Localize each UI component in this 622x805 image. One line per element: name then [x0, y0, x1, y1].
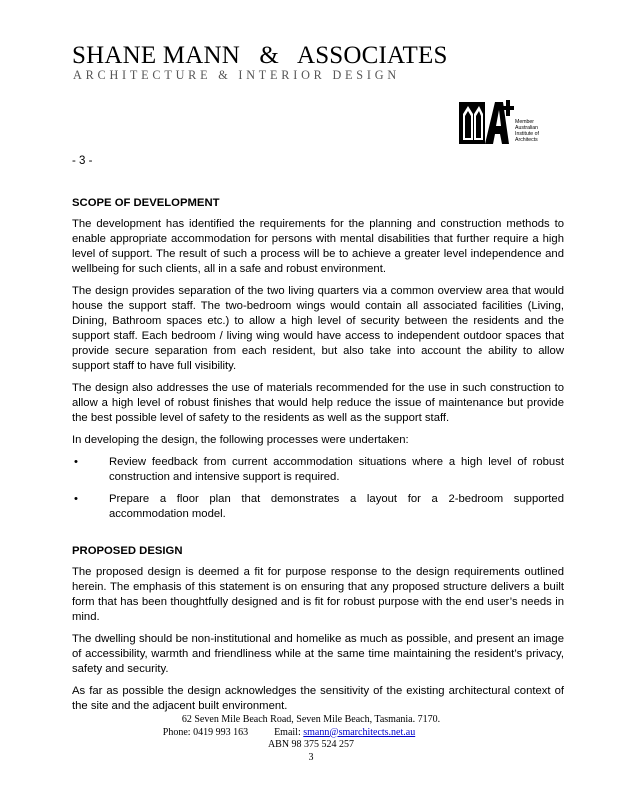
firm-tagline: ARCHITECTURE & INTERIOR DESIGN — [73, 68, 400, 82]
logo-caption-line: Australian — [515, 125, 539, 131]
footer-page-number: 3 — [308, 751, 314, 763]
proposed-paragraph-2: The dwelling should be non-institutional and homelike as much as possible, and present an image of accessibility, warmth and friendliness while at the same time maintaining the resident’s privacy, safety and security. — [72, 633, 564, 675]
logo-caption-line: Architects — [515, 137, 538, 143]
logo-caption — [515, 119, 539, 143]
scope-paragraph-1: The development has identified the requirements for the planning and construction methods to enable appropriate accommodation for persons with mental disabilities that further require a high level of support. The result of such a process will be to achieve a greater level independence and wellbeing for such clients, all in a safe and robust environment. — [72, 218, 564, 275]
aia-member-logo — [459, 100, 569, 146]
document-body — [72, 196, 564, 721]
logo-caption-line: Member — [515, 119, 535, 125]
australian-institute-of-architects-logo-icon — [459, 100, 515, 146]
page-marker: - 3 - — [72, 155, 93, 167]
process-list — [72, 455, 564, 522]
proposed-paragraph-3: As far as possible the design acknowledges the sensitivity of the existing architectural context of the site and the adjacent built environment. — [72, 685, 564, 712]
list-item-text: Review feedback from current accommodation situations where a high level of robust construction and intensive support is required. — [109, 456, 564, 483]
footer-abn: ABN 98 375 524 257 — [267, 739, 355, 750]
list-item — [72, 492, 564, 522]
scope-paragraph-4: In developing the design, the following processes were undertaken: — [72, 434, 409, 446]
footer-address: 62 Seven Mile Beach Road, Seven Mile Beach, Tasmania. 7170. — [181, 714, 441, 725]
logo-caption-line: Institute of — [515, 131, 539, 137]
proposed-heading: PROPOSED DESIGN — [72, 545, 183, 557]
proposed-paragraph-1: The proposed design is deemed a fit for purpose response to the design requirements outlined herein. The emphasis of this statement is on ensuring that any proposed structure delivers a built form that has been thoughtfully designed and is fit for robust purpose with the end user’s needs in mind. — [72, 566, 564, 623]
footer-email-link[interactable]: smann@smarchitects.net.au — [303, 726, 416, 738]
scope-paragraph-3: The design also addresses the use of materials recommended for the use in such construction to allow a high level of robust finishes that would help reduce the issue of maintenance but provide the best possible level of safety to the residents as well as the support staff. — [72, 382, 564, 424]
page-footer — [0, 714, 622, 764]
scope-heading: SCOPE OF DEVELOPMENT — [72, 197, 220, 209]
scope-paragraph-2: The design provides separation of the two living quarters via a common overview area that would house the support staff. The two-bedroom wings would contain all associated facilities (Living, Dining, Bathroom spaces etc.) to allow a high level of security between the residents and the support staff. Each bedroom / living wing would have access to independent outdoor spaces that provide secure separation from each resident, but also take into account the ability to allow support staff to have full visibility. — [72, 285, 564, 372]
footer-email-label: Email: — [274, 726, 301, 738]
list-item — [72, 455, 564, 485]
bullet-marker: • — [74, 456, 78, 468]
list-item-text: Prepare a floor plan that demonstrates a layout for a 2-bedroom supported accommodation model. — [109, 493, 564, 520]
firm-name: SHANE MANN & ASSOCIATES — [72, 42, 448, 69]
footer-contact — [0, 727, 600, 740]
bullet-marker: • — [74, 493, 78, 505]
footer-phone: Phone: 0419 993 163 — [162, 726, 249, 738]
